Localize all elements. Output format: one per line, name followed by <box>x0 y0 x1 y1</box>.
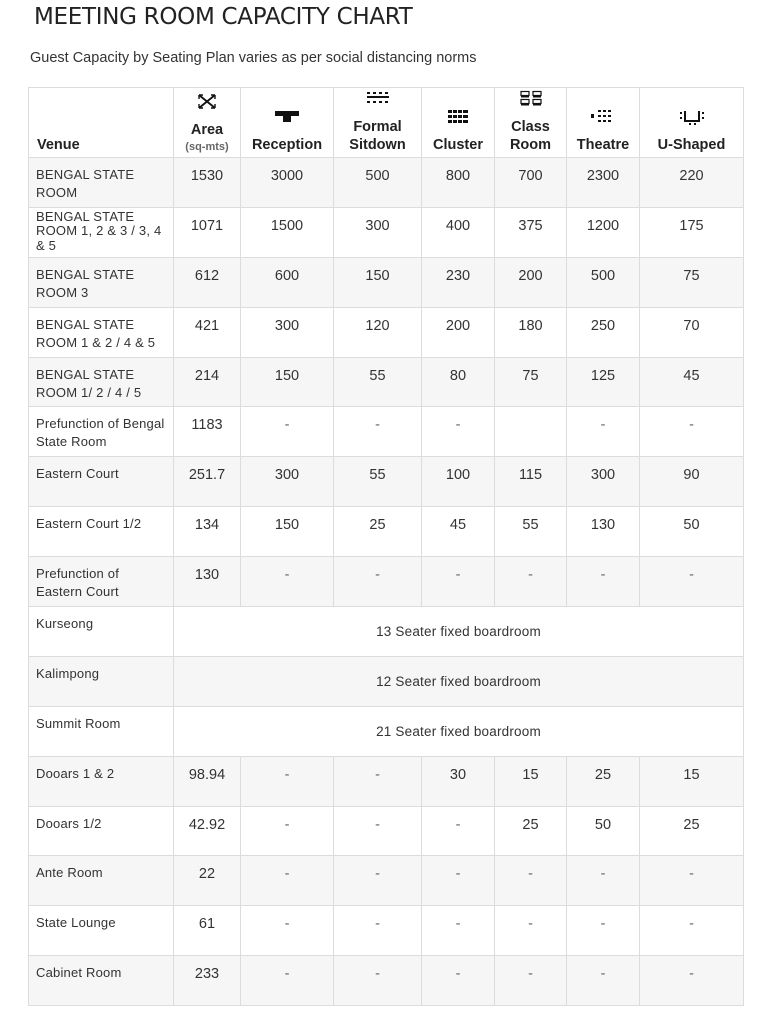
venue-cell: Dooars 1/2 <box>29 806 174 856</box>
formal-cell: 150 <box>334 257 422 307</box>
formal-header-label-1: Formal <box>353 119 402 135</box>
formal-sitdown-icon <box>365 90 391 107</box>
venue-cell: Cabinet Room <box>29 956 174 1006</box>
boardroom-cell: 21 Seater fixed boardroom <box>174 706 744 756</box>
cluster-cell: 400 <box>422 207 495 257</box>
classroom-cell: 55 <box>495 507 567 557</box>
reception-cell: 1500 <box>241 207 334 257</box>
classroom-cell: 200 <box>495 257 567 307</box>
u-shaped-cell: 15 <box>640 756 744 806</box>
area-header-label: Area <box>190 122 224 138</box>
u-shaped-cell: 25 <box>640 806 744 856</box>
u-shaped-cell: 175 <box>640 207 744 257</box>
venue-cell: Eastern Court 1/2 <box>29 507 174 557</box>
classroom-icon <box>518 90 544 107</box>
reception-cell: 150 <box>241 357 334 407</box>
reception-cell: 300 <box>241 307 334 357</box>
header-row <box>29 88 744 158</box>
area-cell: 214 <box>174 357 241 407</box>
cluster-cell: - <box>422 806 495 856</box>
reception-cell: 3000 <box>241 158 334 208</box>
area-cell: 98.94 <box>174 756 241 806</box>
area-icon <box>196 93 218 110</box>
reception-cell: - <box>241 557 334 607</box>
area-cell: 251.7 <box>174 457 241 507</box>
formal-cell: 300 <box>334 207 422 257</box>
classroom-header-label-2: Room <box>509 137 552 153</box>
venue-cell: Prefunction of Bengal State Room <box>29 407 174 457</box>
reception-cell: - <box>241 956 334 1006</box>
cluster-header <box>422 88 495 158</box>
reception-cell: 150 <box>241 507 334 557</box>
venue-cell: Kalimpong <box>29 656 174 706</box>
formal-cell: - <box>334 856 422 906</box>
u-shaped-icon <box>677 108 707 125</box>
formal-cell: - <box>334 956 422 1006</box>
theatre-cell: 250 <box>567 307 640 357</box>
cluster-cell: 800 <box>422 158 495 208</box>
venue-cell: Eastern Court <box>29 457 174 507</box>
formal-cell: - <box>334 756 422 806</box>
theatre-cell: 2300 <box>567 158 640 208</box>
venue-cell: Prefunction of Eastern Court <box>29 557 174 607</box>
venue-cell: BENGAL STATE ROOM 1, 2 & 3 / 3, 4 & 5 <box>29 207 174 257</box>
cluster-cell: 100 <box>422 457 495 507</box>
table-row <box>29 756 744 806</box>
table-row <box>29 207 744 257</box>
classroom-header <box>495 88 567 158</box>
formal-sitdown-header <box>334 88 422 158</box>
venue-cell: Dooars 1 & 2 <box>29 756 174 806</box>
venue-cell: BENGAL STATE ROOM <box>29 158 174 208</box>
table-row <box>29 507 744 557</box>
cluster-cell: 45 <box>422 507 495 557</box>
cluster-cell: 80 <box>422 357 495 407</box>
classroom-cell: 15 <box>495 756 567 806</box>
u-shaped-header-label: U-Shaped <box>657 137 726 153</box>
venue-cell: BENGAL STATE ROOM 3 <box>29 257 174 307</box>
cluster-cell: - <box>422 906 495 956</box>
u-shaped-cell: 75 <box>640 257 744 307</box>
reception-cell: 300 <box>241 457 334 507</box>
theatre-cell: - <box>567 407 640 457</box>
venue-cell: Ante Room <box>29 856 174 906</box>
formal-cell: - <box>334 906 422 956</box>
cluster-cell: 230 <box>422 257 495 307</box>
area-cell: 22 <box>174 856 241 906</box>
boardroom-cell: 12 Seater fixed boardroom <box>174 656 744 706</box>
theatre-cell: 25 <box>567 756 640 806</box>
classroom-cell: 25 <box>495 806 567 856</box>
classroom-cell <box>495 407 567 457</box>
reception-header <box>241 88 334 158</box>
theatre-header-label: Theatre <box>576 137 630 153</box>
table-row <box>29 357 744 407</box>
formal-cell: 55 <box>334 357 422 407</box>
cluster-cell: - <box>422 856 495 906</box>
classroom-header-label-1: Class <box>511 119 550 135</box>
formal-cell: 25 <box>334 507 422 557</box>
classroom-cell: - <box>495 906 567 956</box>
u-shaped-cell: - <box>640 956 744 1006</box>
u-shaped-cell: 70 <box>640 307 744 357</box>
formal-cell: 120 <box>334 307 422 357</box>
area-cell: 61 <box>174 906 241 956</box>
classroom-cell: 700 <box>495 158 567 208</box>
formal-cell: 500 <box>334 158 422 208</box>
theatre-header <box>567 88 640 158</box>
area-cell: 1183 <box>174 407 241 457</box>
cluster-header-label: Cluster <box>433 137 483 153</box>
u-shaped-cell: 220 <box>640 158 744 208</box>
theatre-cell: - <box>567 557 640 607</box>
venue-cell: Summit Room <box>29 706 174 756</box>
theatre-cell: 125 <box>567 357 640 407</box>
cluster-cell: - <box>422 407 495 457</box>
theatre-icon <box>590 108 616 125</box>
table-row <box>29 656 744 706</box>
table-row <box>29 706 744 756</box>
u-shaped-cell: 45 <box>640 357 744 407</box>
reception-cell: - <box>241 906 334 956</box>
table-row <box>29 956 744 1006</box>
u-shaped-cell: - <box>640 856 744 906</box>
cluster-cell: 30 <box>422 756 495 806</box>
reception-cell: - <box>241 756 334 806</box>
cluster-cell: 200 <box>422 307 495 357</box>
area-cell: 1071 <box>174 207 241 257</box>
u-shaped-cell: - <box>640 906 744 956</box>
u-shaped-cell: - <box>640 407 744 457</box>
venue-header: Venue <box>29 88 174 158</box>
area-cell: 130 <box>174 557 241 607</box>
classroom-cell: - <box>495 856 567 906</box>
venue-cell: BENGAL STATE ROOM 1 & 2 / 4 & 5 <box>29 307 174 357</box>
classroom-cell: 75 <box>495 357 567 407</box>
area-cell: 233 <box>174 956 241 1006</box>
venue-cell: BENGAL STATE ROOM 1/ 2 / 4 / 5 <box>29 357 174 407</box>
area-cell: 612 <box>174 257 241 307</box>
theatre-cell: 50 <box>567 806 640 856</box>
capacity-table <box>28 87 744 1006</box>
reception-cell: - <box>241 407 334 457</box>
formal-cell: - <box>334 557 422 607</box>
u-shaped-cell: 90 <box>640 457 744 507</box>
table-row <box>29 407 744 457</box>
area-cell: 42.92 <box>174 806 241 856</box>
theatre-cell: - <box>567 906 640 956</box>
table-row <box>29 307 744 357</box>
table-row <box>29 557 744 607</box>
formal-cell: 55 <box>334 457 422 507</box>
formal-header-label-2: Sitdown <box>349 137 406 153</box>
table-row <box>29 806 744 856</box>
table-row <box>29 607 744 657</box>
reception-icon <box>274 108 300 125</box>
page-title: MEETING ROOM CAPACITY CHART <box>34 4 413 30</box>
reception-cell: - <box>241 806 334 856</box>
area-cell: 134 <box>174 507 241 557</box>
area-unit-label: (sq-mts) <box>185 141 229 153</box>
u-shaped-header <box>640 88 744 158</box>
theatre-cell: - <box>567 956 640 1006</box>
venue-cell: Kurseong <box>29 607 174 657</box>
cluster-cell: - <box>422 557 495 607</box>
area-header <box>174 88 241 158</box>
table-row <box>29 856 744 906</box>
reception-cell: - <box>241 856 334 906</box>
cluster-cell: - <box>422 956 495 1006</box>
area-cell: 421 <box>174 307 241 357</box>
venue-cell: State Lounge <box>29 906 174 956</box>
reception-cell: 600 <box>241 257 334 307</box>
table-header <box>29 88 744 158</box>
page-subtitle: Guest Capacity by Seating Plan varies as per social distancing norms <box>30 50 477 66</box>
classroom-cell: - <box>495 557 567 607</box>
table-row <box>29 906 744 956</box>
theatre-cell: 300 <box>567 457 640 507</box>
classroom-cell: - <box>495 956 567 1006</box>
classroom-cell: 375 <box>495 207 567 257</box>
classroom-cell: 115 <box>495 457 567 507</box>
boardroom-cell: 13 Seater fixed boardroom <box>174 607 744 657</box>
formal-cell: - <box>334 806 422 856</box>
u-shaped-cell: 50 <box>640 507 744 557</box>
theatre-cell: - <box>567 856 640 906</box>
table-body <box>29 158 744 1006</box>
table-row <box>29 158 744 208</box>
theatre-cell: 500 <box>567 257 640 307</box>
table-row <box>29 457 744 507</box>
theatre-cell: 130 <box>567 507 640 557</box>
reception-header-label: Reception <box>251 137 323 153</box>
formal-cell: - <box>334 407 422 457</box>
classroom-cell: 180 <box>495 307 567 357</box>
cluster-icon <box>445 108 471 125</box>
area-cell: 1530 <box>174 158 241 208</box>
table-row <box>29 257 744 307</box>
theatre-cell: 1200 <box>567 207 640 257</box>
u-shaped-cell: - <box>640 557 744 607</box>
